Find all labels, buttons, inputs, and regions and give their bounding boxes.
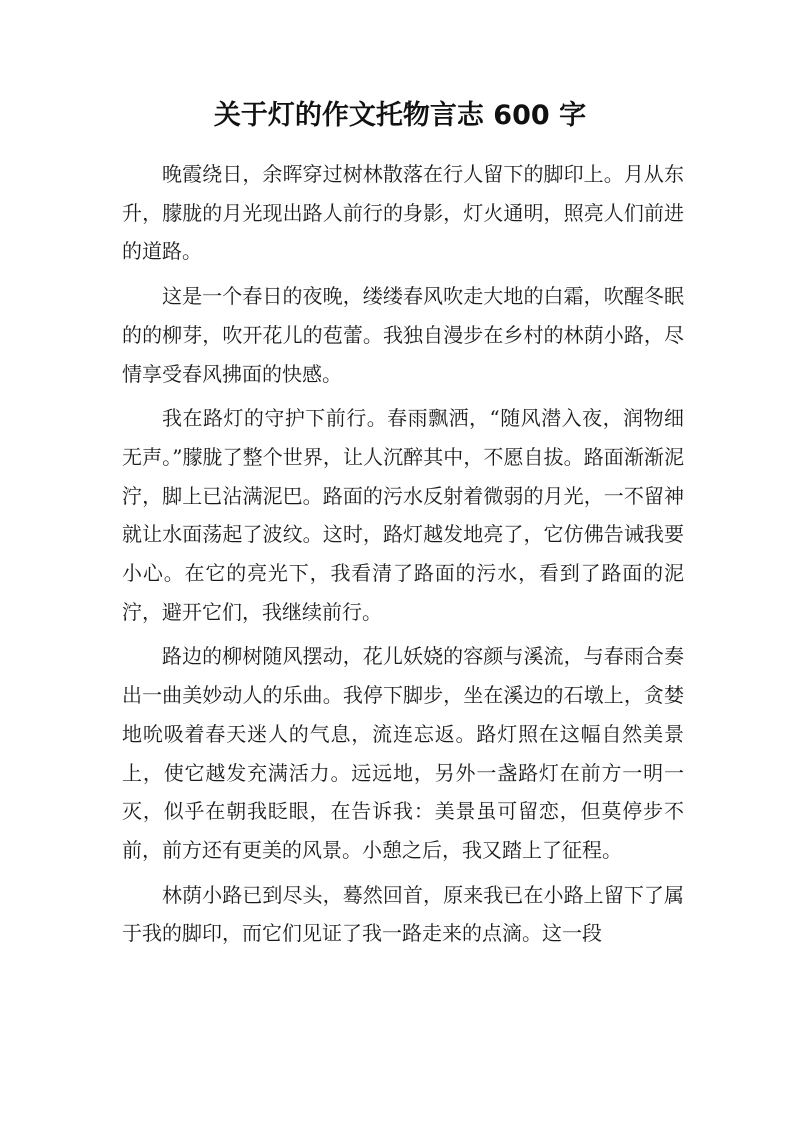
document-body bbox=[122, 155, 684, 959]
paragraph: 晚霞绕日，余晖穿过树林散落在行人留下的脚印上。月从东升，朦胧的月光现出路人前行的身影，灯火通明，照亮人们前进的道路。 bbox=[122, 162, 684, 264]
document-title: 关于灯的作文托物言志 600 字 bbox=[213, 100, 587, 131]
paragraph: 这是一个春日的夜晚，缕缕春风吹走大地的白霜，吹醒冬眠的的柳芽，吹开花儿的苞蕾。我独自漫步在乡村的林荫小路，尽情享受春风拂面的快感。 bbox=[122, 284, 684, 386]
paragraph: 我在路灯的守护下前行。春雨飘洒，“随风潜入夜，润物细无声。”朦胧了整个世界，让人沉醉其中，不愿自拔。路面渐渐泥泞，脚上已沾满泥巴。路面的污水反射着微弱的月光，一不留神就让水面荡起了波纹。这时，路灯越发地亮了，它仿佛告诫我要小心。在它的亮光下，我看清了路面的污水，看到了路面的泥泞，避开它们，我继续前行。 bbox=[122, 406, 684, 624]
paragraph: 路边的柳树随风摆动，花儿妖娆的容颜与溪流，与春雨合奏出一曲美妙动人的乐曲。我停下脚步，坐在溪边的石墩上，贪婪地吮吸着春天迷人的气息，流连忘返。路灯照在这幅自然美景上，使它越发充满活力。远远地，另外一盏路灯在前方一明一灭，似乎在朝我眨眼，在告诉我：美景虽可留恋，但莫停步不前，前方还有更美的风景。小憩之后，我又踏上了征程。 bbox=[122, 644, 684, 862]
paragraph: 林荫小路已到尽头，蓦然回首，原来我已在小路上留下了属于我的脚印，而它们见证了我一路走来的点滴。这一段 bbox=[122, 882, 684, 946]
